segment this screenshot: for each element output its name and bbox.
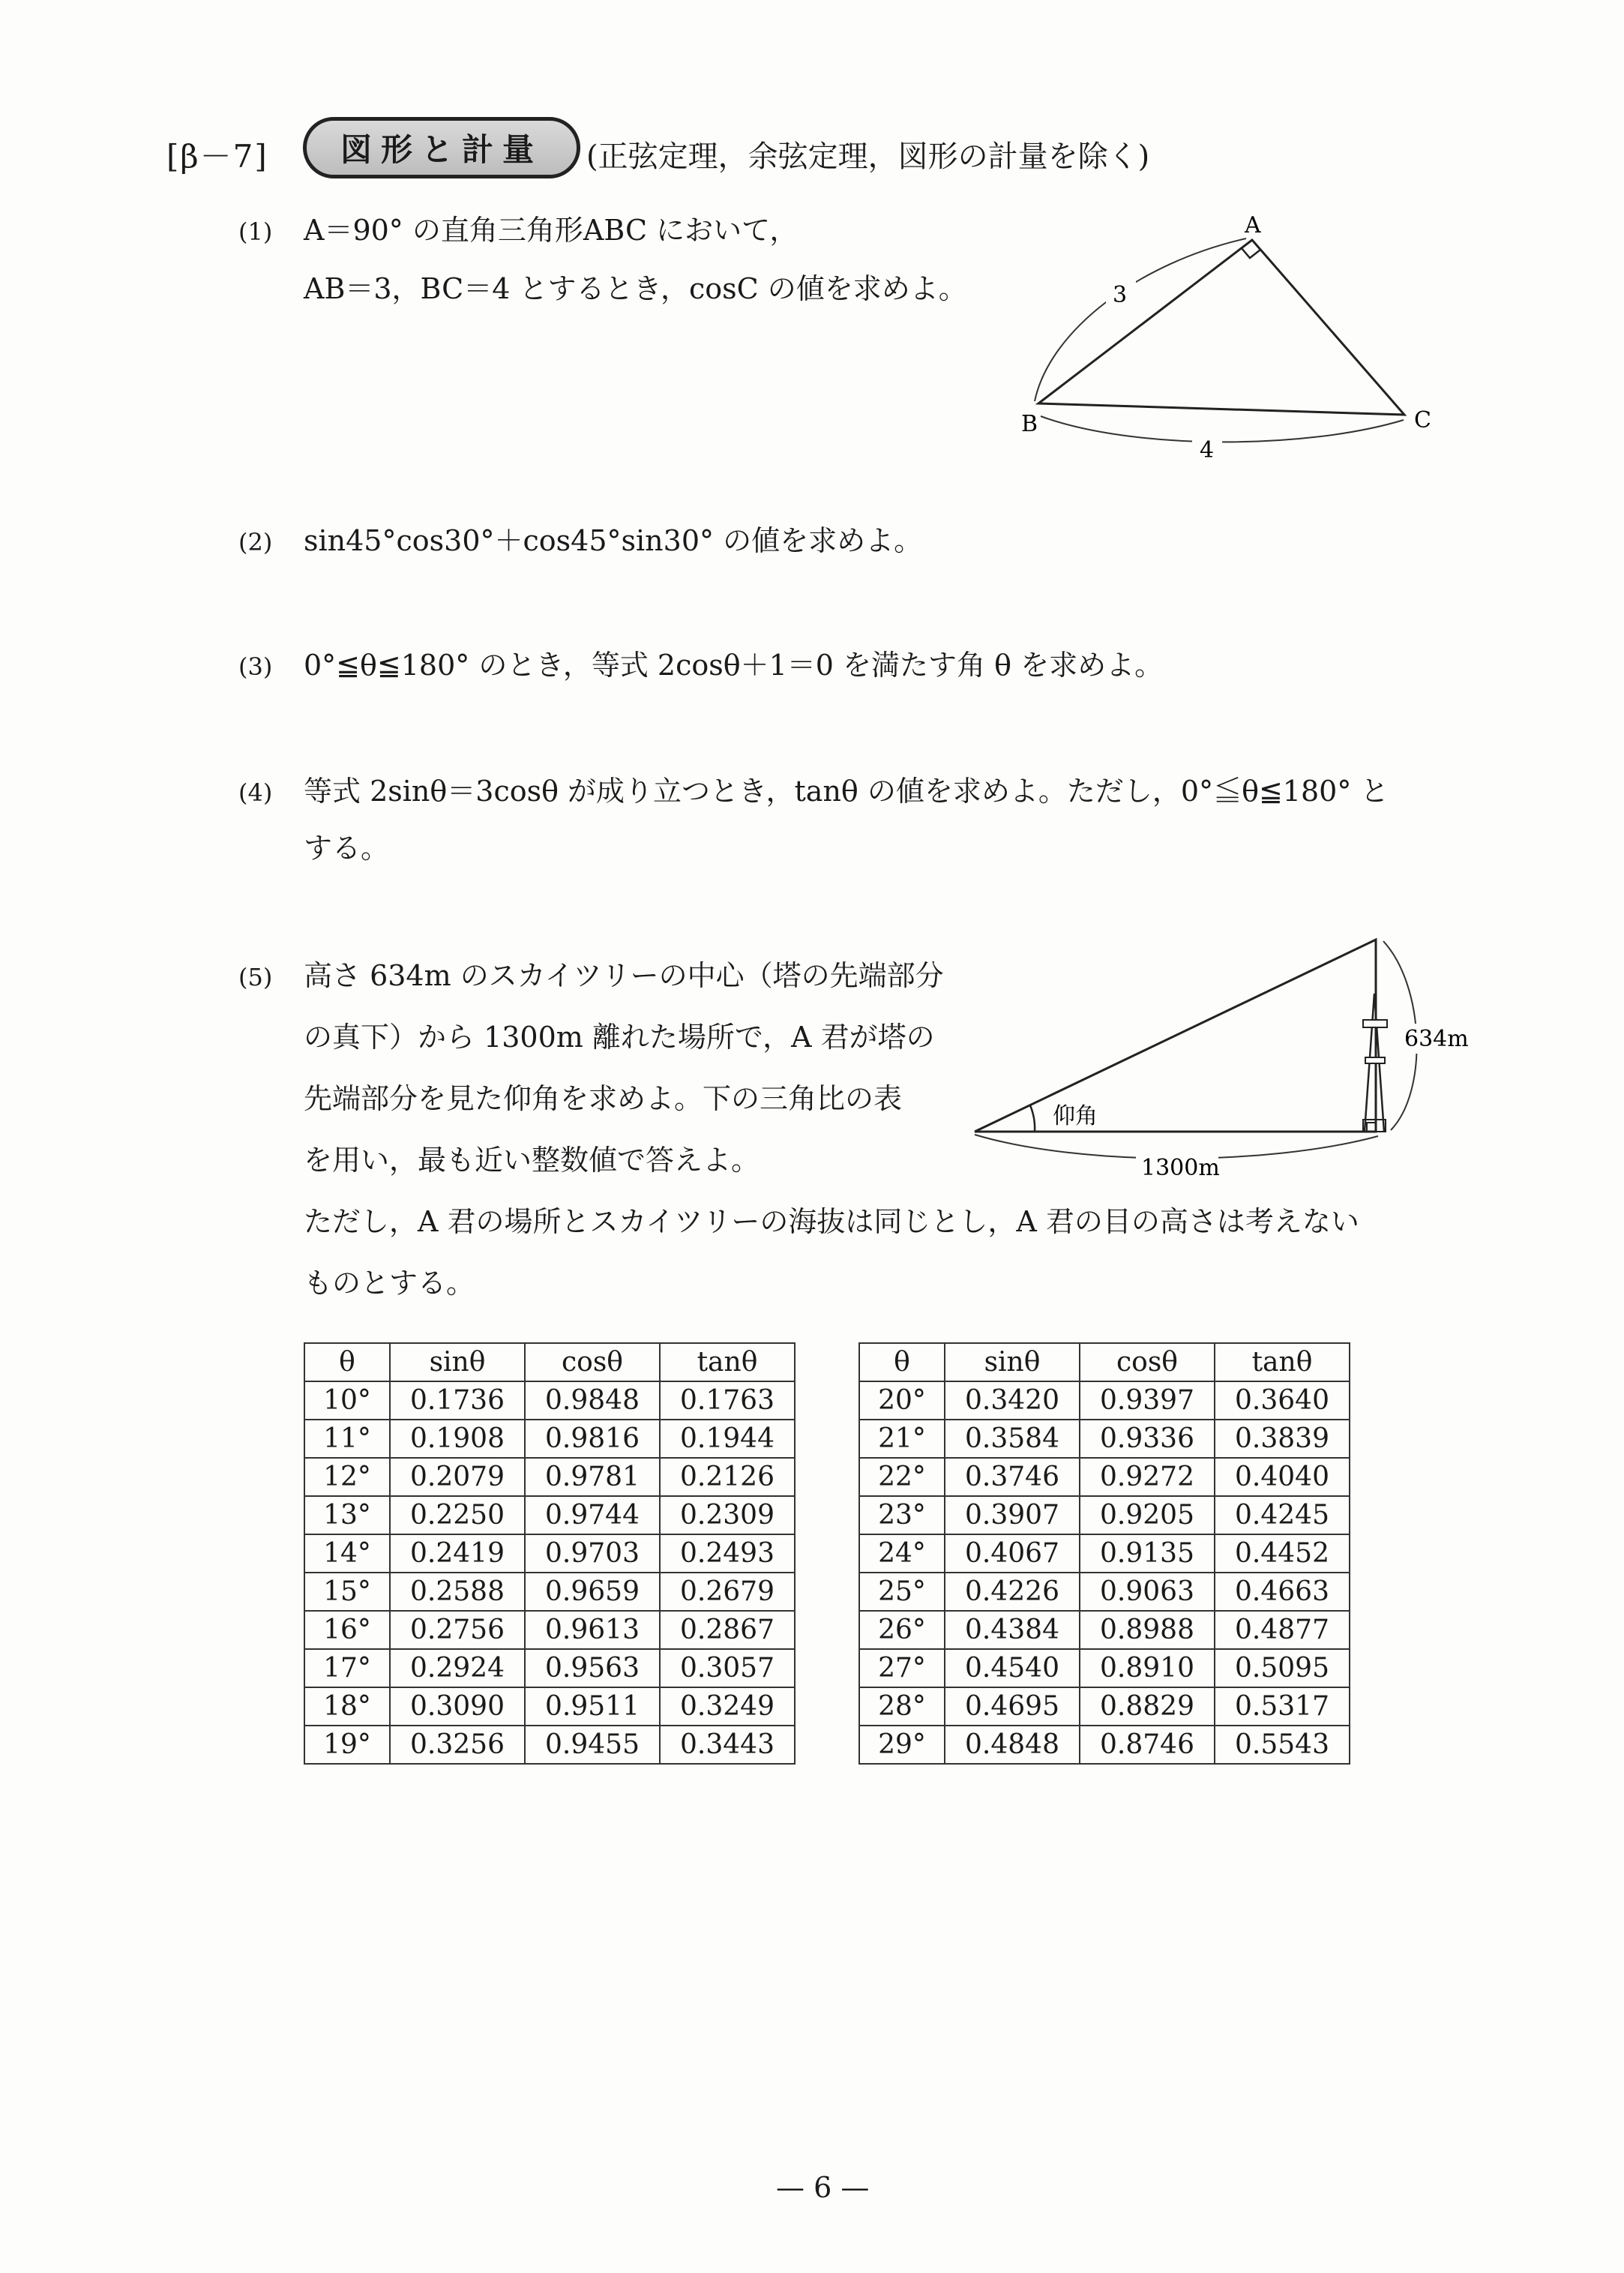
cell: 29° [859, 1726, 945, 1764]
table-row [859, 1687, 1350, 1726]
cell: 27° [859, 1649, 945, 1687]
elevation-angle-label: 仰角 [1053, 1103, 1098, 1129]
cell: 0.9511 [525, 1687, 660, 1726]
cell: 0.3249 [660, 1687, 795, 1726]
distance-label: 1300m [1141, 1155, 1220, 1181]
cell: 0.8829 [1080, 1687, 1215, 1726]
cell: 0.9397 [1080, 1381, 1215, 1420]
table-row [304, 1687, 795, 1726]
topic-badge: 図形と計量 [303, 117, 580, 178]
cell: 26° [859, 1611, 945, 1649]
cell: 19° [304, 1726, 390, 1764]
cell: 0.1736 [390, 1381, 525, 1420]
cell: 0.9563 [525, 1649, 660, 1687]
cell: 18° [304, 1687, 390, 1726]
cell: 0.9455 [525, 1726, 660, 1764]
table-row [304, 1381, 795, 1420]
q3-text: 0°≦θ≦180° のとき，等式 2cosθ＋1＝0 を満たす角 θ を求めよ。 [304, 649, 1164, 682]
q1-triangle-figure [1005, 202, 1470, 480]
vertex-a-label: A [1245, 212, 1261, 238]
table-row [304, 1458, 795, 1496]
table-row [304, 1726, 795, 1764]
header-sin: sinθ [390, 1343, 525, 1381]
cell: 0.3839 [1215, 1420, 1350, 1458]
cell: 0.4452 [1215, 1534, 1350, 1573]
cell: 0.9659 [525, 1573, 660, 1611]
cell: 0.5317 [1215, 1687, 1350, 1726]
cell: 11° [304, 1420, 390, 1458]
table-row [859, 1726, 1350, 1764]
height-label: 634m [1404, 1026, 1469, 1052]
table-row [304, 1496, 795, 1534]
q1-number: (1) [238, 217, 273, 246]
table-row [859, 1611, 1350, 1649]
cell: 0.9336 [1080, 1420, 1215, 1458]
problem-code: [β－7] [166, 138, 268, 175]
cell: 13° [304, 1496, 390, 1534]
cell: 0.2588 [390, 1573, 525, 1611]
vertex-b-label: B [1021, 411, 1038, 437]
cell: 0.4040 [1215, 1458, 1350, 1496]
cell: 0.3256 [390, 1726, 525, 1764]
cell: 12° [304, 1458, 390, 1496]
cell: 17° [304, 1649, 390, 1687]
cell: 0.3420 [945, 1381, 1080, 1420]
side-bc-label: 4 [1200, 437, 1215, 463]
q5-line1: 高さ 634m のスカイツリーの中心（塔の先端部分 [304, 959, 944, 992]
vertex-c-label: C [1414, 407, 1431, 433]
cell: 0.3443 [660, 1726, 795, 1764]
table-row [859, 1573, 1350, 1611]
cell: 0.9703 [525, 1534, 660, 1573]
q4-number: (4) [238, 778, 273, 807]
cell: 0.4540 [945, 1649, 1080, 1687]
header-tan: tanθ [660, 1343, 795, 1381]
cell: 0.2079 [390, 1458, 525, 1496]
trig-table-right [858, 1342, 1350, 1765]
cell: 0.9848 [525, 1381, 660, 1420]
cell: 22° [859, 1458, 945, 1496]
cell: 0.2867 [660, 1611, 795, 1649]
header-tan: tanθ [1215, 1343, 1350, 1381]
table-row [304, 1573, 795, 1611]
side-ab-label: 3 [1113, 282, 1128, 308]
cell: 0.4067 [945, 1534, 1080, 1573]
cell: 0.3057 [660, 1649, 795, 1687]
header-sin: sinθ [945, 1343, 1080, 1381]
cell: 0.4226 [945, 1573, 1080, 1611]
cell: 0.3090 [390, 1687, 525, 1726]
q5-line3: 先端部分を見た仰角を求めよ。下の三角比の表 [304, 1082, 903, 1115]
cell: 0.4848 [945, 1726, 1080, 1764]
q2-number: (2) [238, 528, 273, 556]
cell: 0.3584 [945, 1420, 1080, 1458]
cell: 28° [859, 1687, 945, 1726]
cell: 0.4695 [945, 1687, 1080, 1726]
header-cos: cosθ [525, 1343, 660, 1381]
q5-line4: を用い，最も近い整数値で答えよ。 [304, 1144, 760, 1177]
cell: 24° [859, 1534, 945, 1573]
cell: 0.8910 [1080, 1649, 1215, 1687]
cell: 0.3746 [945, 1458, 1080, 1496]
cell: 0.2419 [390, 1534, 525, 1573]
cell: 0.2924 [390, 1649, 525, 1687]
q4-line1: 等式 2sinθ＝3cosθ が成り立つとき，tanθ の値を求めよ。ただし，0°≦θ≦180° と [304, 775, 1389, 808]
cell: 0.4245 [1215, 1496, 1350, 1534]
cell: 0.9613 [525, 1611, 660, 1649]
table-row [304, 1534, 795, 1573]
q1-line1: A＝90° の直角三角形ABC において， [304, 214, 799, 247]
table-row [859, 1458, 1350, 1496]
trig-table-left [304, 1342, 796, 1765]
cell: 0.4877 [1215, 1611, 1350, 1649]
table-row [859, 1381, 1350, 1420]
q5-line5: ただし，A 君の場所とスカイツリーの海抜は同じとし，A 君の目の高さは考えない [304, 1205, 1359, 1238]
cell: 10° [304, 1381, 390, 1420]
cell: 0.8988 [1080, 1611, 1215, 1649]
cell: 0.2679 [660, 1573, 795, 1611]
cell: 0.9781 [525, 1458, 660, 1496]
table-row [859, 1420, 1350, 1458]
page-number: — 6 — [776, 2171, 870, 2204]
cell: 15° [304, 1573, 390, 1611]
q3-number: (3) [238, 652, 273, 681]
cell: 0.9816 [525, 1420, 660, 1458]
cell: 0.9063 [1080, 1573, 1215, 1611]
table-row [304, 1611, 795, 1649]
table-row [859, 1649, 1350, 1687]
cell: 0.4384 [945, 1611, 1080, 1649]
cell: 0.8746 [1080, 1726, 1215, 1764]
header-cos: cosθ [1080, 1343, 1215, 1381]
cell: 0.4663 [1215, 1573, 1350, 1611]
q5-number: (5) [238, 963, 273, 991]
cell: 0.5095 [1215, 1649, 1350, 1687]
cell: 23° [859, 1496, 945, 1534]
cell: 0.2250 [390, 1496, 525, 1534]
cell: 16° [304, 1611, 390, 1649]
q2-text: sin45°cos30°＋cos45°sin30° の値を求めよ。 [304, 524, 923, 557]
cell: 0.5543 [1215, 1726, 1350, 1764]
cell: 0.2756 [390, 1611, 525, 1649]
table-row [859, 1496, 1350, 1534]
cell: 0.9744 [525, 1496, 660, 1534]
table-row [304, 1420, 795, 1458]
cell: 0.1944 [660, 1420, 795, 1458]
cell: 25° [859, 1573, 945, 1611]
q4-line2: する。 [304, 832, 390, 865]
table-row [859, 1534, 1350, 1573]
q5-line2: の真下）から 1300m 離れた場所で，A 君が塔の [304, 1021, 935, 1054]
cell: 20° [859, 1381, 945, 1420]
cell: 21° [859, 1420, 945, 1458]
cell: 0.9272 [1080, 1458, 1215, 1496]
header-theta: θ [859, 1343, 945, 1381]
q1-line2: AB＝3，BC＝4 とするとき，cosC の値を求めよ。 [304, 272, 967, 305]
q5-skytree-figure [967, 934, 1492, 1204]
cell: 0.3640 [1215, 1381, 1350, 1420]
cell: 0.2493 [660, 1534, 795, 1573]
table-row [304, 1649, 795, 1687]
cell: 0.9205 [1080, 1496, 1215, 1534]
cell: 0.9135 [1080, 1534, 1215, 1573]
q5-line6: ものとする。 [304, 1267, 475, 1300]
cell: 0.3907 [945, 1496, 1080, 1534]
cell: 0.2309 [660, 1496, 795, 1534]
cell: 14° [304, 1534, 390, 1573]
cell: 0.1908 [390, 1420, 525, 1458]
header-theta: θ [304, 1343, 390, 1381]
cell: 0.1763 [660, 1381, 795, 1420]
topic-note: (正弦定理，余弦定理，図形の計量を除く) [586, 139, 1150, 174]
cell: 0.2126 [660, 1458, 795, 1496]
